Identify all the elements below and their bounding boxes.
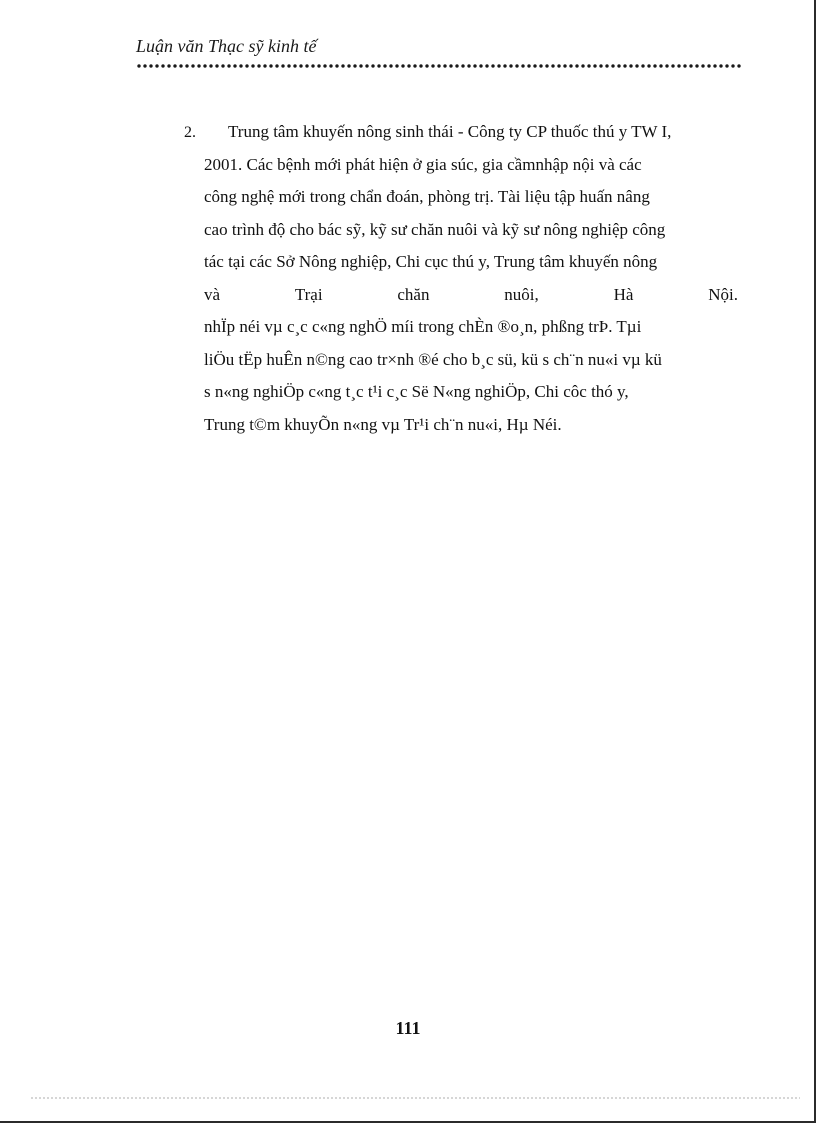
spread-word: nuôi, [504, 284, 539, 304]
spread-word: và [204, 284, 221, 304]
reference-number: 2. [184, 124, 196, 141]
spread-word: Hà [613, 284, 634, 304]
reference-spread-line [204, 279, 738, 312]
spread-word: Trại [294, 284, 323, 304]
spread-word: chăn [397, 284, 430, 304]
spread-word: Nội. [708, 284, 738, 304]
reference-line: cao trình độ cho bác sỹ, kỹ sư chăn nuôi và kỹ sư nông nghiệp công [204, 219, 666, 239]
header-dotted-rule [136, 63, 741, 69]
reference-line: 2001. Các bệnh mới phát hiện ở gia súc, gia cầmnhập nội và các [204, 154, 642, 174]
bottom-dotted-rule [30, 1097, 800, 1099]
reference-line: Trung tâm khuyến nông sinh thái - Công ty CP thuốc thú y TW I, [228, 122, 672, 141]
reference-line: công nghệ mới trong chẩn đoán, phòng trị. Tài liệu tập huấn nâng [204, 187, 650, 206]
reference-line: tác tại các Sở Nông nghiệp, Chi cục thú y, Trung tâm khuyến nông [204, 252, 658, 271]
page-number: 111 [395, 1018, 421, 1038]
reference-body [204, 116, 738, 441]
reference-line: liÖu tËp huÊn n©ng cao tr×nh ®é cho b¸c sü, kü s ch¨n nu«i vµ kü [204, 349, 662, 369]
header-title: Luận văn Thạc sỹ kinh tế [136, 36, 317, 56]
reference-line: s n«ng nghiÖp c«ng t¸c t¹i c¸c Së N«ng nghiÖp, Chi côc thó y, [204, 382, 629, 401]
reference-line: nhÏp néi vµ c¸c c«ng nghÖ míi trong chÈn ®o¸n, phßng trÞ. Tµi [204, 317, 642, 336]
reference-line: Trung t©m khuyÕn n«ng vµ Tr¹i ch¨n nu«i, Hµ Néi. [204, 414, 562, 434]
